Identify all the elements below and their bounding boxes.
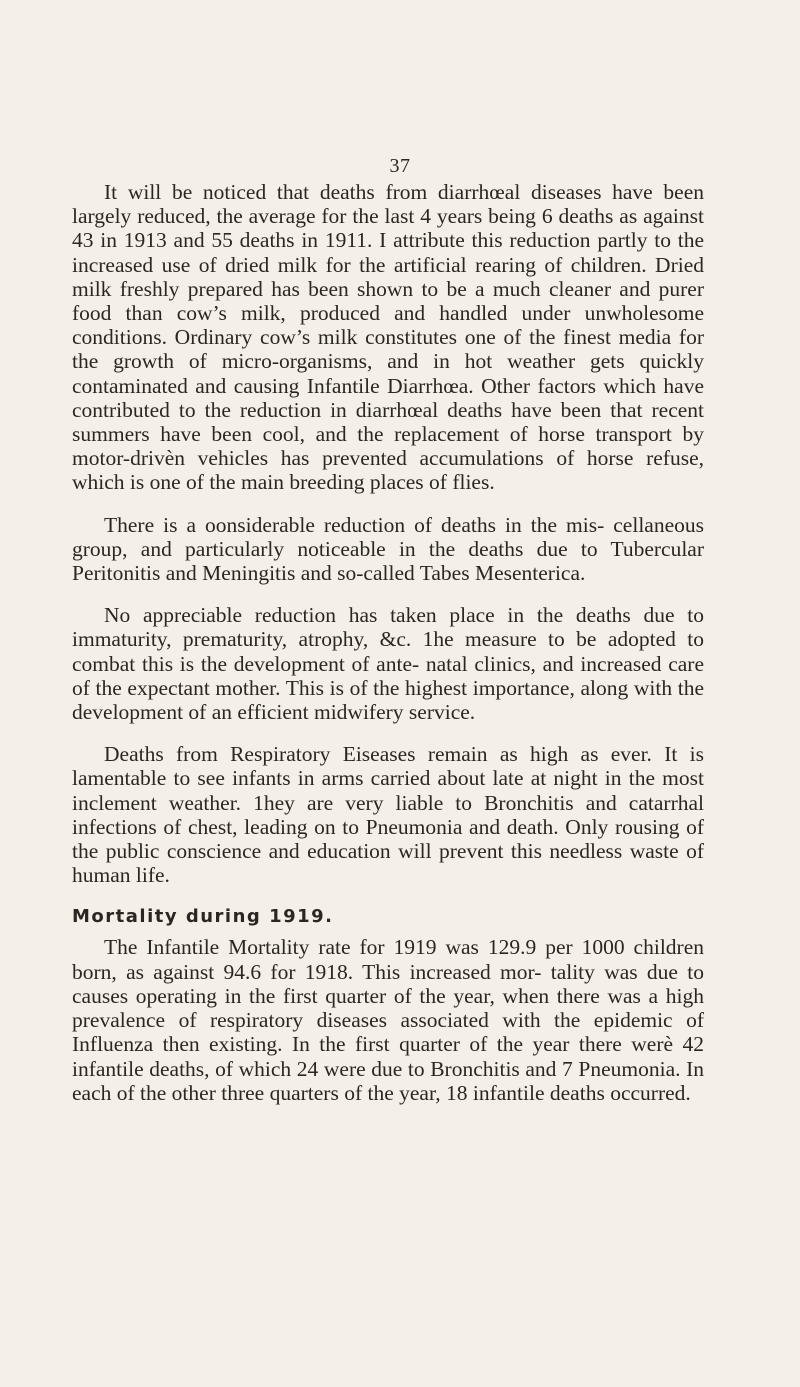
paragraph-infantile-mortality: The Infantile Mortality rate for 1919 was 129.9 per 1000 children born, as against 94.6 for 1918. This increased mor- tality was due to causes operating in the first quarter of the year, when there was a high prevalence of respiratory diseases associated with the epidemic of Influenza then existing. In the first quarter of the year there werè 42 infantile deaths, of which 24 were due to Bronchitis and 7 Pneumonia. In each of the other three quarters of the year, 18 infantile deaths occurred. — [72, 935, 704, 1105]
paragraph-immaturity: No appreciable reduction has taken place in the deaths due to immaturity, prematurity, atrophy, &c. 1he measure to be adopted to combat this is the development of ante- natal clinics, and increased care of the expectant mother. This is of the highest importance, along with the development of an efficient midwifery service. — [72, 603, 704, 725]
section-heading-mortality: Mortality during 1919. — [72, 906, 334, 928]
paragraph-diarrhoeal-deaths: It will be noticed that deaths from diarrhœal diseases have been largely reduced, the average for the last 4 years being 6 deaths as against 43 in 1913 and 55 deaths in 1911. I attribute this reduction partly to the increased use of dried milk for the artificial rearing of children. Dried milk freshly prepared has been shown to be a much cleaner and purer food than cow’s milk, produced and handled under unwholesome conditions. Ordinary cow’s milk constitutes one of the finest media for the growth of micro-organisms, and in hot weather gets quickly contaminated and causing Infantile Diarrhœa. Other factors which have contributed to the reduction in diarrhœal deaths have been that recent summers have been cool, and the replacement of horse transport by motor-drivèn vehicles has prevented accumulations of horse refuse, which is one of the main breeding places of flies. — [72, 180, 704, 495]
paragraph-miscellaneous-group: There is a oonsiderable reduction of deaths in the mis- cellaneous group, and particularly noticeable in the deaths due to Tubercular Peritonitis and Meningitis and so-called Tabes Mesenterica. — [72, 512, 704, 586]
page-number: 37 — [389, 155, 411, 177]
paragraph-respiratory-diseases: Deaths from Respiratory Eiseases remain as high as ever. It is lamentable to see infants in arms carried about late at night in the most inclement weather. 1hey are very liable to Bronchitis and catarrhal infections of chest, leading on to Pneumonia and death. Only rousing of the public conscience and education will prevent this needless waste of human life. — [72, 742, 704, 888]
body-text — [72, 180, 704, 1105]
